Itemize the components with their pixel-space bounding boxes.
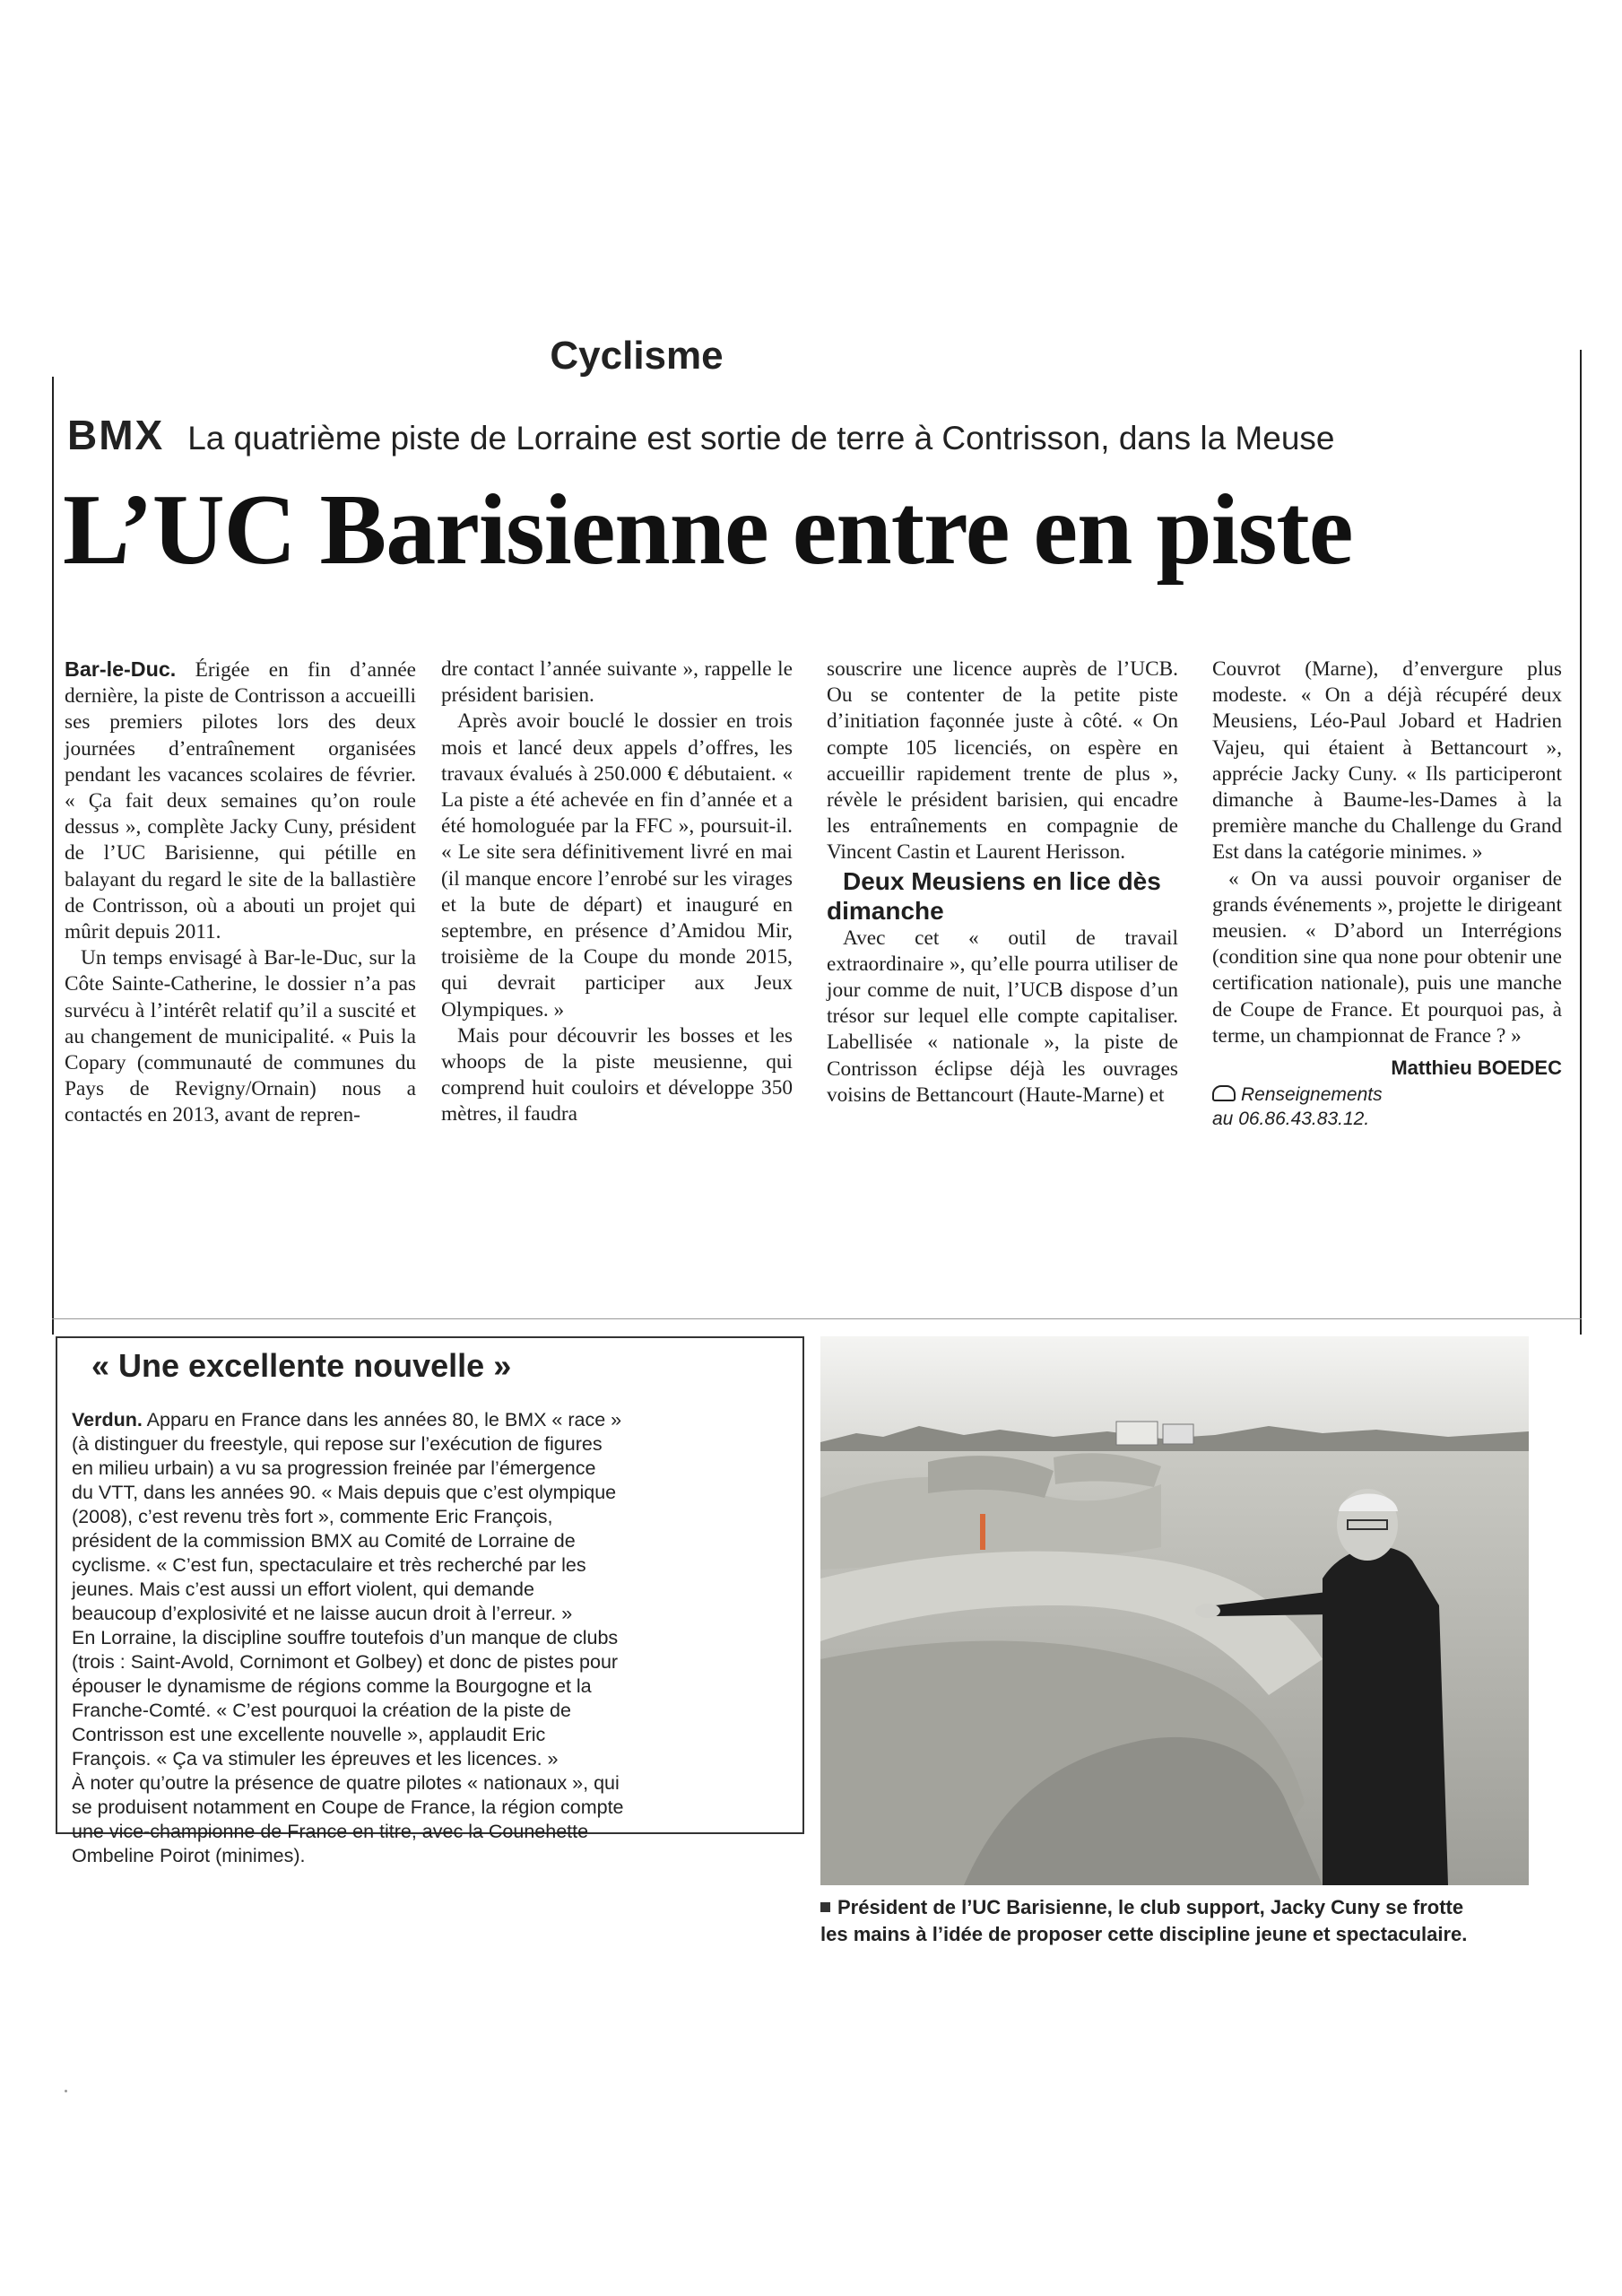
sidebar-line: du VTT, dans les années 90. « Mais depuis que c’est olympique	[72, 1482, 617, 1503]
sidebar-line: épouser le dynamisme de régions comme la Bourgogne et la	[72, 1675, 592, 1697]
vehicle	[1163, 1424, 1193, 1444]
sidebar-line: cyclisme. « C’est fun, spectaculaire et très recherché par les	[72, 1554, 586, 1576]
article-paragraph: Mais pour découvrir les bosses et les whoops de la piste meusienne, qui comprend huit couloirs et développe 350 mètres, il faudra	[441, 1023, 793, 1126]
sidebar-line: beaucoup d’explosivité et ne laisse aucun droit à l’erreur. »	[72, 1603, 573, 1624]
photo-caption	[820, 1894, 1547, 1948]
sidebar-line: À noter qu’outre la présence de quatre pilotes « nationaux », qui	[72, 1772, 620, 1794]
article-paragraph: Couvrot (Marne), d’envergure plus modeste. « On a déjà récupéré deux Meusiens, Léo-Paul Jobard et Hadrien Vajeu, qui étaient à Bettancourt », apprécie Jacky Cuny. « Ils participeront dimanche à Baume-les-Dames à la première manche du Challenge du Grand Est dans la catégorie minimes. »	[1212, 657, 1562, 865]
sidebar-line: en milieu urbain) a vu sa progression freinée par l’émergence	[72, 1457, 596, 1479]
sidebar-box	[56, 1336, 804, 1866]
sidebar-dateline: Verdun.	[72, 1409, 143, 1431]
kicker-label: BMX	[67, 412, 165, 458]
article-paragraph: dre contact l’année suivante », rappelle le président barisien.	[441, 657, 793, 708]
article-column-1	[65, 657, 416, 1129]
headline: L’UC Barisienne entre en piste	[63, 474, 1353, 586]
sidebar-line: se produisent notamment en Coupe de France, la région compte	[72, 1796, 624, 1818]
article-column-2	[441, 657, 793, 1128]
sidebar-line: (à distinguer du freestyle, qui repose sur l’exécution de figures	[72, 1433, 603, 1455]
sidebar-line: président de la commission BMX au Comité de Lorraine de	[72, 1530, 576, 1552]
caption-line-1: Président de l’UC Barisienne, le club support, Jacky Cuny se frotte	[837, 1896, 1464, 1918]
vehicle	[1116, 1422, 1158, 1445]
sidebar-line: Contrisson est une excellente nouvelle », applaudit Eric	[72, 1724, 546, 1745]
article-text: Érigée en fin d’année dernière, la piste de Contrisson a accueilli ses premiers pilotes lors des deux journées d’entraînement organisées pendant les vacances scolaires de février. « Ça fait deux semaines qu’on roule dessus », complète Jacky Cuny, président de l’UC Barisienne, qui pétille en balayant du regard le site de la ballastière de Contrisson, où a abouti un projet qui mûrit depuis 2011.	[65, 658, 417, 944]
article-column-3	[827, 657, 1178, 1109]
contact-label: Renseignements	[1241, 1084, 1383, 1106]
scan-speck	[65, 2090, 67, 2092]
sidebar-line: jeunes. Mais c’est aussi un effort violent, qui demande	[72, 1578, 534, 1600]
sidebar-line: En Lorraine, la discipline souffre toutefois d’un manque de clubs	[72, 1627, 619, 1648]
caption-line-2: les mains à l’idée de proposer cette discipline jeune et spectaculaire.	[820, 1923, 1468, 1945]
sidebar-line: (trois : Saint-Avold, Cornimont et Golbey) et donc de pistes pour	[72, 1651, 619, 1673]
sidebar-line: François. « Ça va stimuler les épreuves et les licences. »	[72, 1748, 559, 1770]
sidebar-box-title: « Une excellente nouvelle »	[91, 1347, 512, 1384]
frame-right-rule	[1580, 350, 1582, 1335]
frame-bottom-rule	[52, 1318, 1582, 1319]
subheadline: La quatrième piste de Lorraine est sortie de terre à Contrisson, dans la Meuse	[187, 420, 1335, 457]
contact-info	[1212, 1083, 1562, 1131]
kicker-row	[67, 411, 1502, 459]
author-signature: Matthieu BOEDEC	[1391, 1057, 1562, 1080]
contact-phone: au 06.86.43.83.12.	[1212, 1109, 1370, 1130]
sidebar-line: (2008), c’est revenu très fort », commente Eric François,	[72, 1506, 553, 1527]
article-paragraph	[65, 657, 416, 945]
section-rubric: Cyclisme	[550, 334, 724, 378]
sidebar-line: une vice-championne de France en titre, avec la Counehette	[72, 1821, 589, 1842]
frame-left-rule	[52, 377, 54, 1335]
caption-bullet-icon	[820, 1902, 830, 1912]
article-paragraph: Avec cet « outil de travail extraordinaire », qu’elle pourra utiliser de jour comme de nuit, l’UCB dispose d’un trésor sur lequel elle compte capitaliser. Labellisée « nationale », la piste de Contrisson éclipse déjà les ouvrages voisins de Bettancourt (Haute-Marne) et	[827, 926, 1178, 1107]
article-column-4	[1212, 657, 1562, 1131]
article-paragraph: souscrire une licence auprès de l’UCB. Ou se contenter de la petite piste d’initiation façonnée juste à côté. « On compte 105 licenciés, on espère en accueillir rapidement trente de plus », révèle le président barisien, qui encadre les entraînements en compagnie de Vincent Castin et Laurent Herisson.	[827, 657, 1178, 865]
phone-icon	[1212, 1085, 1236, 1101]
bmx-track-photo	[820, 1336, 1529, 1885]
sidebar-line: Franche-Comté. « C’est pourquoi la création de la piste de	[72, 1700, 571, 1721]
article-paragraph: Un temps envisagé à Bar-le-Duc, sur la Côte Sainte-Catherine, le dossier n’a pas survécu à l’intérêt relatif qu’il a suscité et au changement de municipalité. « Puis la Copary (communauté de communes du Pays de Revigny/Ornain) nous a contactés en 2013, avant de repren-	[65, 946, 416, 1127]
sidebar-box-body	[72, 1408, 780, 1868]
article-dateline: Bar-le-Duc.	[65, 657, 177, 681]
article-paragraph: « On va aussi pouvoir organiser de grands événements », projette le dirigeant meusien. « D’abord un Interrégions (condition sine qua none pour obtenir une certification nationale), puis une manche de Coupe de France. Et pourquoi pas, à terme, un championnat de France ? »	[1212, 866, 1562, 1048]
article-paragraph: Après avoir bouclé le dossier en trois mois et lancé deux appels d’offres, les travaux évalués à 250.000 € débutaient. « La piste a été achevée en fin d’année et a été homologuée par la FFC », poursuit-il. « Le site sera définitivement livré en mai (il manque encore l’enrobé sur les virages et la bute de départ) et inauguré en septembre, en présence d’Amidou Mir, troisième de la Coupe du monde 2015, qui devrait participer aux Jeux Olympiques. »	[441, 709, 793, 1022]
sidebar-line: Verdun. Apparu en France dans les années 80, le BMX « race »	[72, 1409, 622, 1431]
article-photo	[820, 1336, 1529, 1885]
sidebar-line: Ombeline Poirot (minimes).	[72, 1845, 306, 1866]
intertitle: Deux Meusiens en lice dès dimanche	[827, 866, 1161, 925]
marker-pole	[980, 1514, 985, 1550]
